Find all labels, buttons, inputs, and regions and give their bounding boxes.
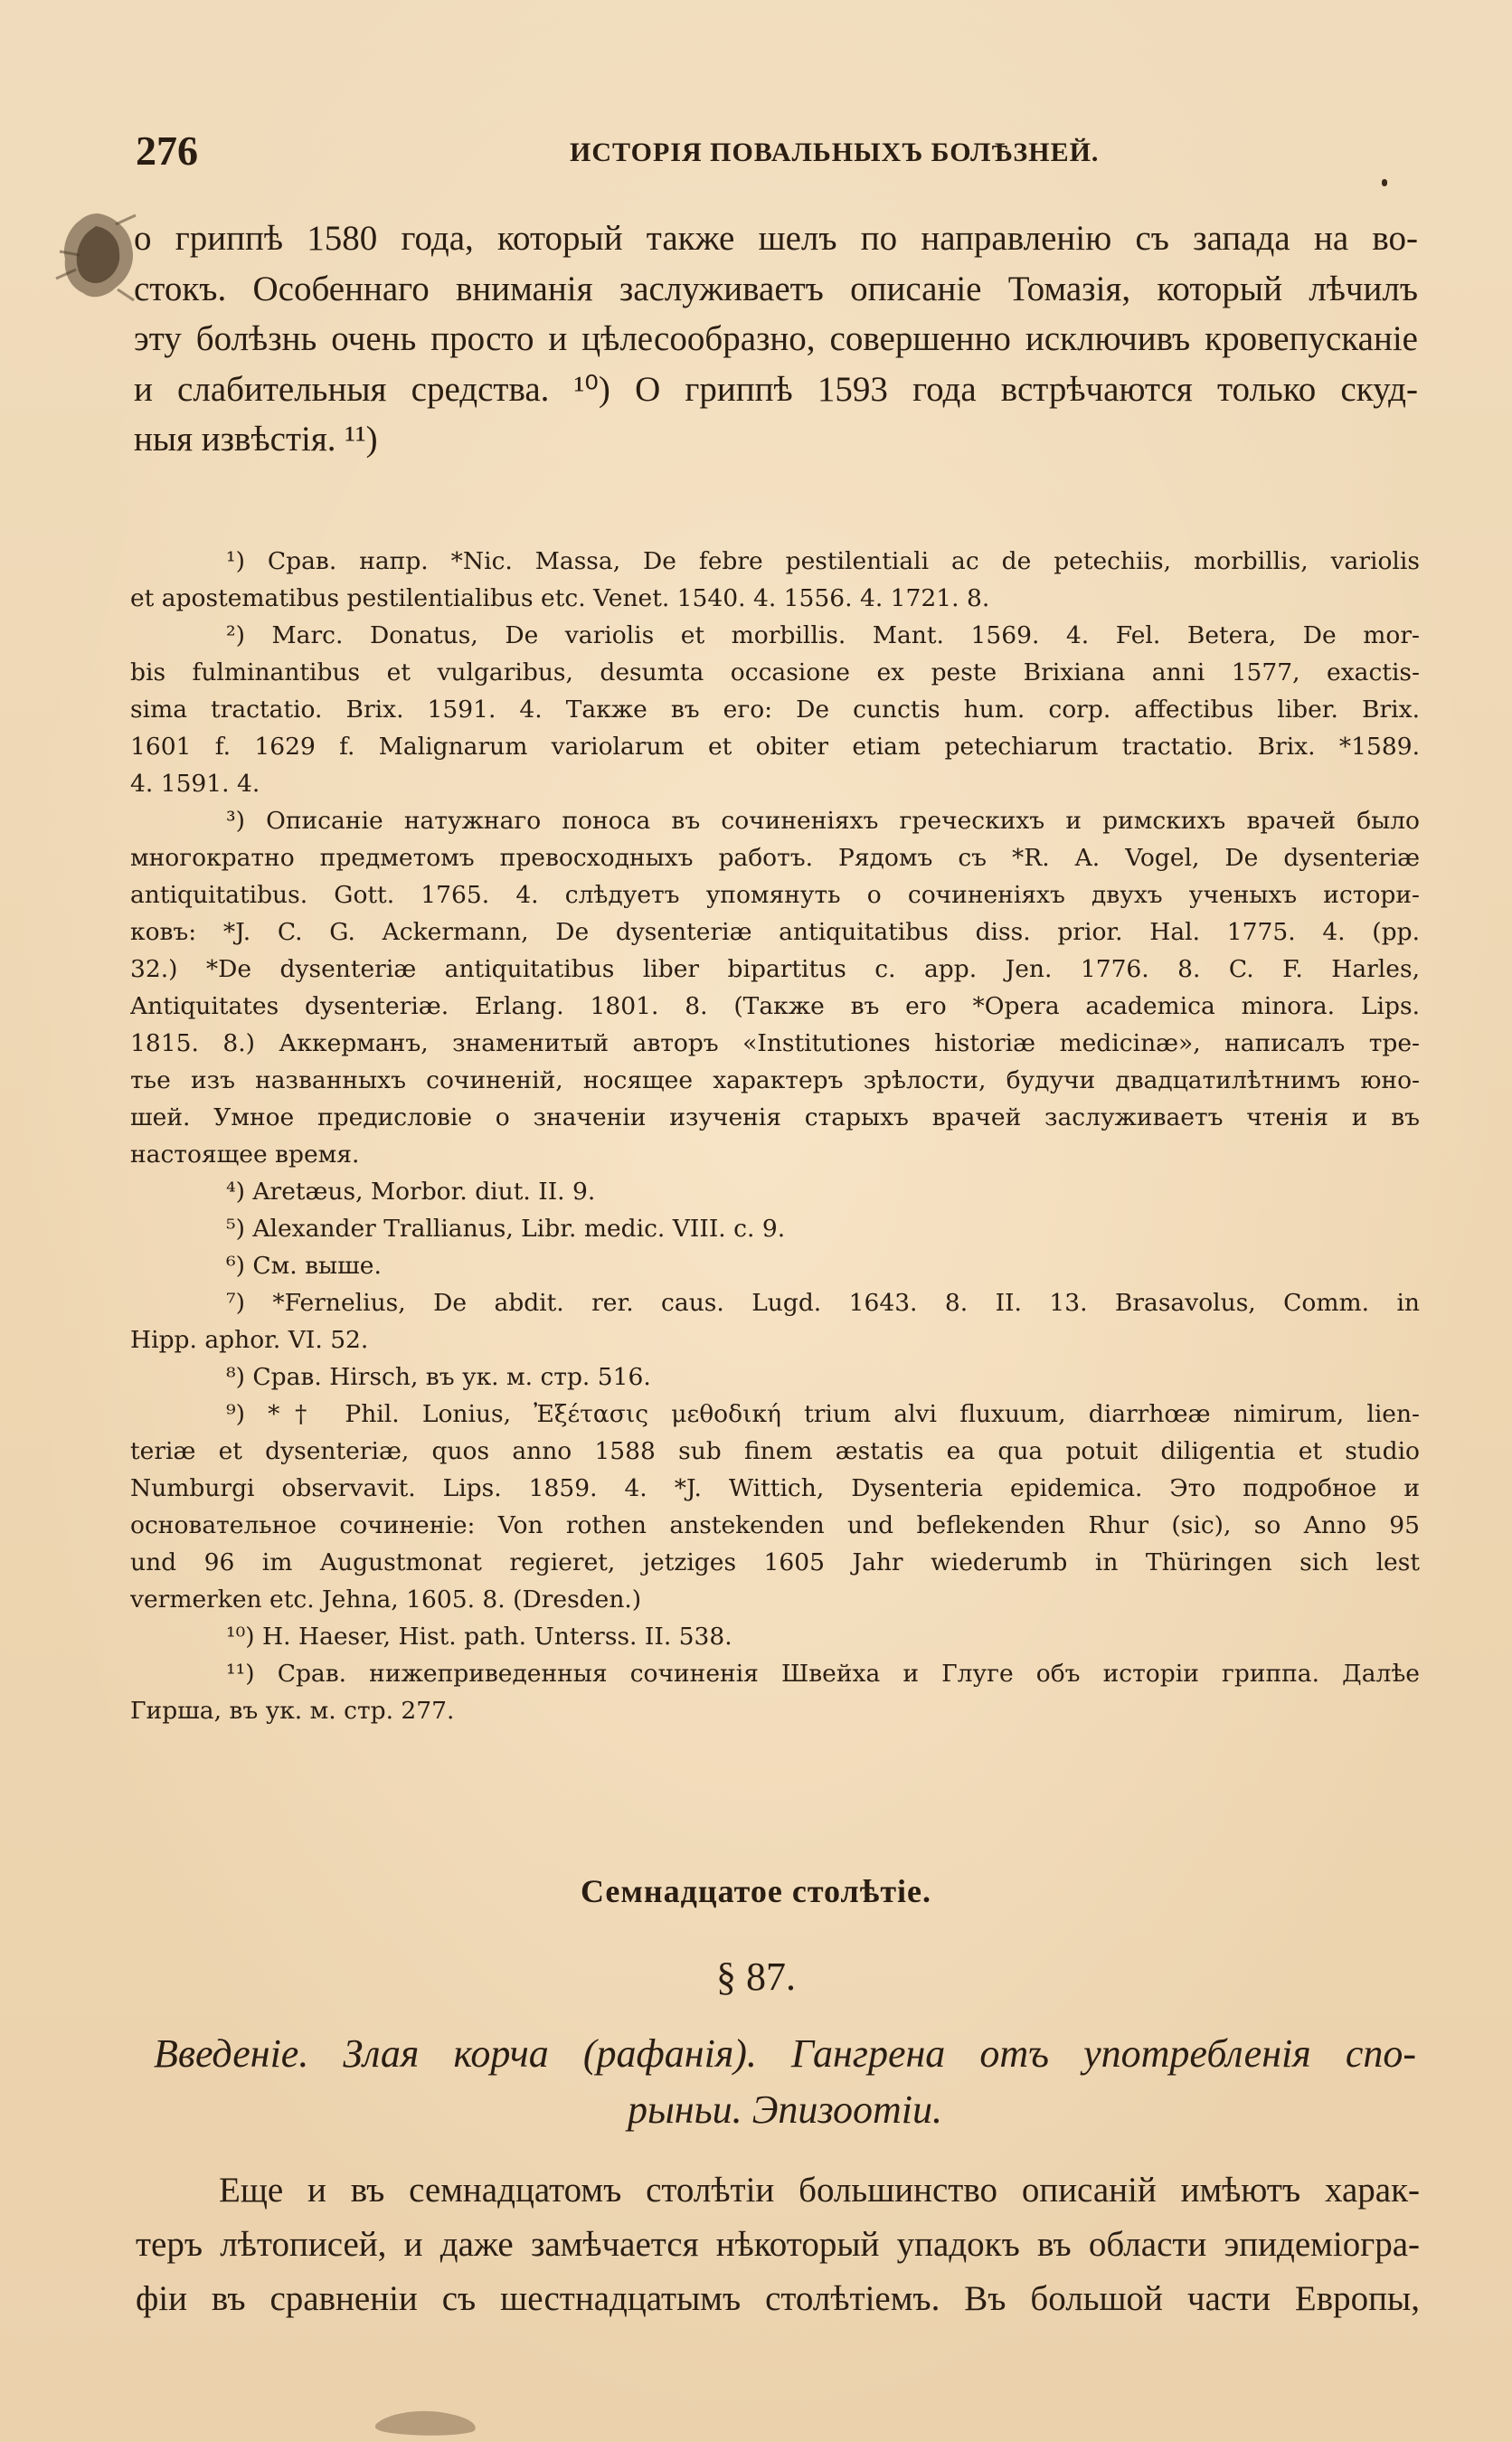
footnote-line: многократно предметомъ превосходныхъ работъ. Рядомъ съ *R. A. Vogel, De dysenteriæ <box>130 844 1420 872</box>
paper-stain-icon <box>373 2406 481 2437</box>
footnote-line: ⁹) *† Phil. Lonius, Ἐξέτασις μεθοδική trium alvi fluxuum, diarrhœæ nimirum, lien- <box>226 1400 1420 1428</box>
main-text <box>134 213 1418 465</box>
footnote-line: основательное сочиненіе: Von rothen anstekenden und beflekenden Rhur (sic), so Anno 95 <box>130 1511 1420 1539</box>
main-text-line: эту болѣзнь очень просто и цѣлесообразно, совершенно исключивъ кровепусканіе <box>134 319 1418 358</box>
footnote-line: 1815. 8.) Аккерманъ, знаменитый авторъ «Institutiones historiæ medicinæ», написалъ тре- <box>130 1029 1420 1057</box>
section-heading-line: рыньи. Эпизоотіи. <box>627 2087 943 2132</box>
footnote-line: et apostematibus pestilentialibus etc. Venet. 1540. 4. 1556. 4. 1721. 8. <box>130 584 990 612</box>
footnote-line: ³) Описаніе натужнаго поноса въ сочиненіяхъ греческихъ и римскихъ врачей было <box>226 807 1420 835</box>
footnotes <box>130 543 1420 1729</box>
footnote-line: ⁷) *Fernelius, De abdit. rer. caus. Lugd. 1643. 8. II. 13. Brasavolus, Comm. in <box>226 1289 1420 1317</box>
footnote-line: ¹) Срав. напр. *Nic. Massa, De febre pestilentiali ac de petechiis, morbillis, variolis <box>226 547 1420 575</box>
footnote-line: 32.) *De dysenteriæ antiquitatibus liber bipartitus c. app. Jen. 1776. 8. C. F. Harles, <box>130 955 1420 983</box>
body-text-line: теръ лѣтописей, и даже замѣчается нѣкоторый упадокъ въ области эпидеміогра- <box>136 2225 1420 2264</box>
footnote-line: Numburgi observavit. Lips. 1859. 4. *J. Wittich, Dysenteria epidemica. Это подробное и <box>130 1474 1420 1502</box>
paragraph-number: § 87. <box>716 1955 796 1999</box>
footnote-line: Antiquitates dysenteriæ. Erlang. 1801. 8. (Также въ его *Opera academica minora. Lips. <box>130 992 1420 1020</box>
footnote-line: ²) Marc. Donatus, De variolis et morbillis. Mant. 1569. 4. Fel. Betera, De mor- <box>226 621 1420 649</box>
page-number: 276 <box>136 128 198 174</box>
footnote-line: настоящее время. <box>130 1141 360 1169</box>
footnote-line: ⁸) Срав. Hirsch, въ ук. м. стр. 516. <box>226 1363 651 1391</box>
main-text-line: и слабительныя средства. ¹⁰) О гриппѣ 1593 года встрѣчаются только скуд- <box>134 369 1418 409</box>
body-text-line: Еще и въ семнадцатомъ столѣтіи большинство описаній имѣютъ харак- <box>219 2171 1420 2210</box>
page-header <box>136 127 1420 181</box>
footnote-line: ⁴) Aretæus, Morbor. diut. II. 9. <box>226 1178 596 1206</box>
footnote-line: teriæ et dysenteriæ, quos anno 1588 sub finem æstatis ea qua potuit diligentia et studio <box>130 1437 1420 1465</box>
footnote-line: Гирша, въ ук. м. стр. 277. <box>130 1697 455 1725</box>
footnote-line: bis fulminantibus et vulgaribus, desumta occasione ex peste Brixiana anni 1577, exactis- <box>130 658 1420 686</box>
footnote-line: ¹⁰) H. Haeser, Hist. path. Unterss. II. 538. <box>226 1623 732 1651</box>
footnote-line: vermerken etc. Jehna, 1605. 8. (Dresden.) <box>130 1585 642 1614</box>
footnote-line: ковъ: *J. C. G. Ackermann, De dysenteriæ antiquitatibus diss. prior. Hal. 1775. 4. (pp. <box>130 918 1420 946</box>
footnote-line: 4. 1591. 4. <box>130 770 260 798</box>
section-title: Семнадцатое столѣтіе. <box>580 1873 932 1909</box>
footnote-line: antiquitatibus. Gott. 1765. 4. слѣдуетъ упомянуть о сочиненіяхъ двухъ ученыхъ истори- <box>130 881 1420 909</box>
footnote-line: Hipp. aphor. VI. 52. <box>130 1326 369 1354</box>
section-body-text <box>136 2163 1420 2326</box>
ink-dot <box>1382 179 1387 186</box>
footnote-line: 1601 f. 1629 f. Malignarum variolarum et obiter etiam petechiarum tractatio. Brix. *1589. <box>130 733 1420 761</box>
footnote-line: ¹¹) Срав. нижеприведенныя сочиненія Швейха и Глуге объ исторіи гриппа. Далѣе <box>226 1660 1420 1688</box>
footnote-line: ⁵) Alexander Trallianus, Libr. medic. VIII. c. 9. <box>226 1215 786 1243</box>
ink-blot-icon <box>52 206 143 304</box>
running-title: ИСТОРІЯ ПОВАЛЬНЫХЪ БОЛѢЗНЕЙ. <box>570 137 1100 167</box>
footnote-line: und 96 im Augustmonat regieret, jetziges 1605 Jahr wiederumb in Thüringen sich lest <box>130 1548 1420 1576</box>
main-text-line: ныя извѣстія. ¹¹) <box>134 420 378 459</box>
footnote-line: ⁶) См. выше. <box>226 1252 382 1280</box>
footnote-line: шей. Умное предисловіе о значеніи изученія старыхъ врачей заслуживаетъ чтенія и въ <box>130 1103 1420 1131</box>
section-heading <box>154 2026 1416 2138</box>
footnote-line: тье изъ названныхъ сочиненій, носящее характеръ зрѣлости, будучи двадцатилѣтнимъ юно- <box>130 1066 1420 1094</box>
main-text-line: стокъ. Особеннаго вниманія заслуживаетъ описаніе Томазія, который лѣчилъ <box>134 269 1418 308</box>
section-heading-line: Введеніе. Злая корча (рафанія). Гангрена отъ употребленія спо- <box>154 2031 1416 2076</box>
body-text-line: фіи въ сравненіи съ шестнадцатымъ столѣтіемъ. Въ большой части Европы, <box>136 2279 1420 2318</box>
main-text-line: о гриппѣ 1580 года, который также шелъ по направленію съ запада на во- <box>134 219 1418 258</box>
footnote-line: sima tractatio. Brix. 1591. 4. Также въ его: De cunctis hum. corp. affectibus liber. Brix. <box>130 696 1420 724</box>
